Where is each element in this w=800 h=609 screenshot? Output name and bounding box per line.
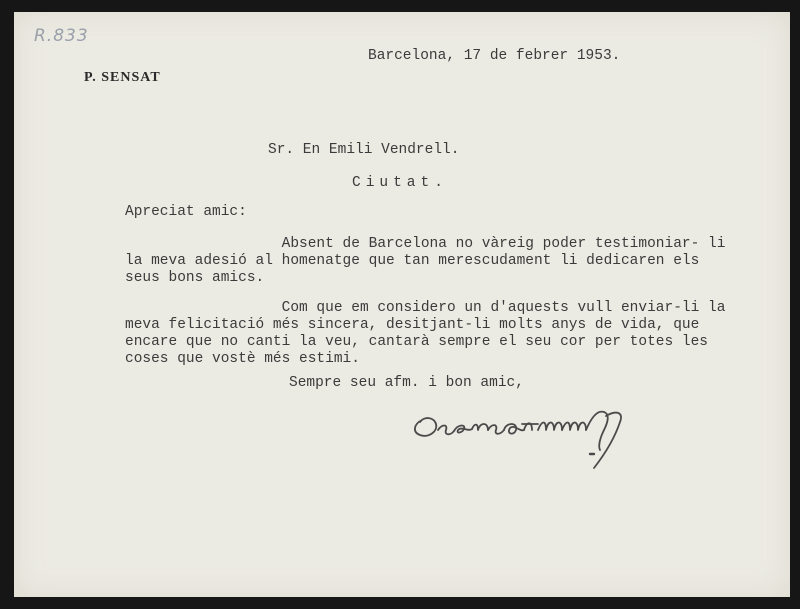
body-paragraph-2: Com que em considero un d'aquests vull enviar-li la meva felicitació més sincera, desitjant-li molts anys de vida, que encare que no canti la veu, cantarà sempre el seu cor per totes les coses que vostè més estimi. (125, 300, 726, 367)
salutation: Apreciat amic: (125, 204, 247, 220)
body-paragraph-1: Absent de Barcelona no vàreig poder testimoniar- li la meva adesió al homenatge que tan merescudament li dedicaren els seus bons amics. (125, 236, 726, 286)
recipient-city: Ciutat. (352, 175, 448, 191)
letterhead: P. SENSAT (84, 70, 161, 85)
archive-reference-mark: R.833 (34, 26, 89, 46)
letter-date: Barcelona, 17 de febrer 1953. (368, 48, 621, 64)
closing-line: Sempre seu afm. i bon amic, (289, 375, 524, 391)
handwritten-signature (408, 402, 688, 477)
recipient-name: Sr. En Emili Vendrell. (268, 142, 460, 158)
